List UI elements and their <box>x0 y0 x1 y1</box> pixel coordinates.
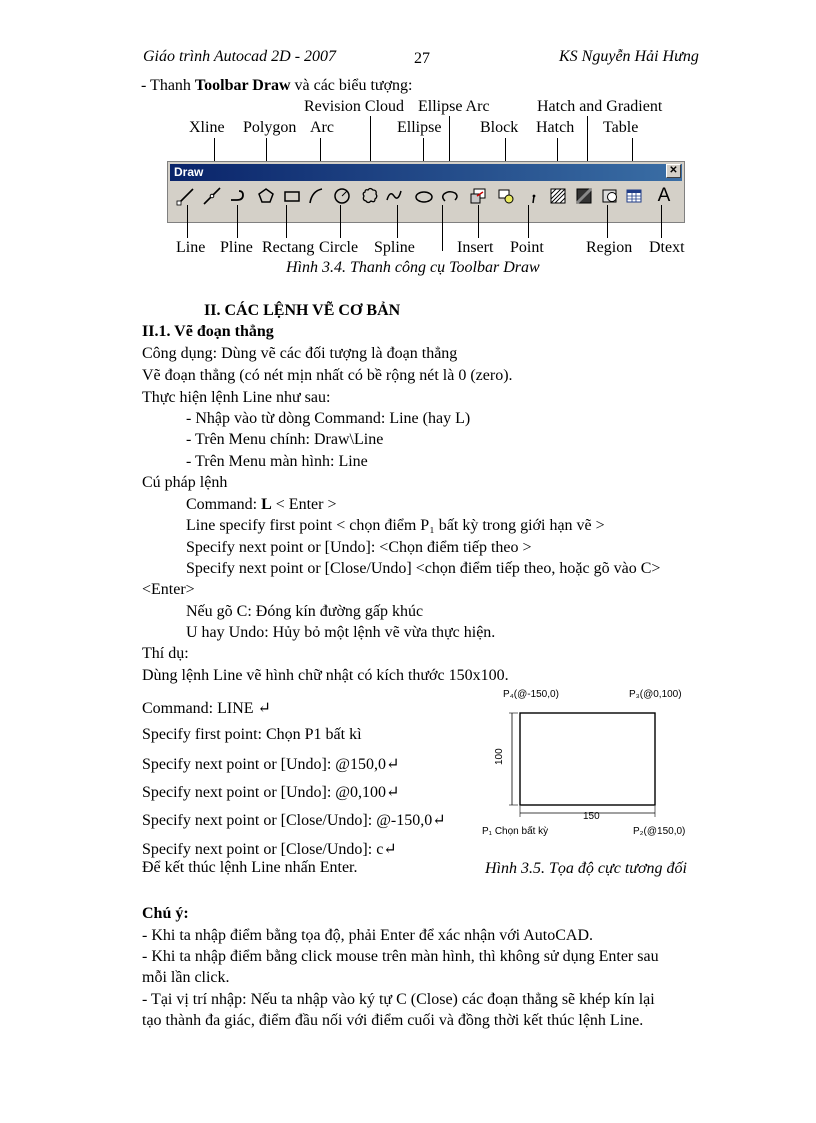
example-line: Để kết thúc lệnh Line nhấn Enter. <box>142 859 358 876</box>
note-line: - Khi ta nhập điểm bằng tọa độ, phải Enter để xác nhận với AutoCAD. <box>142 927 594 944</box>
body-line: Vẽ đoạn thẳng (có nét mịn nhất có bề rộng nét là 0 (zero). <box>142 367 513 384</box>
label-rectang: Rectang <box>262 239 315 256</box>
arc-icon[interactable] <box>306 186 326 206</box>
rectangle-icon[interactable] <box>282 186 302 206</box>
label-dtext: Dtext <box>649 239 685 256</box>
line-icon[interactable] <box>176 186 196 206</box>
section-title: II. CÁC LỆNH VẼ CƠ BẢN <box>204 302 401 319</box>
label-region: Region <box>586 239 633 256</box>
body-line: Specify next point or [Undo]: <Chọn điểm tiếp theo > <box>186 539 532 556</box>
close-icon[interactable]: ✕ <box>666 164 681 178</box>
toolbar-title: Draw <box>174 165 204 179</box>
leader-line <box>528 205 529 238</box>
body-line: Specify next point or [Close/Undo] <chọn điểm tiếp theo, hoặc gõ vào C> <box>186 560 661 577</box>
leader-line <box>397 205 398 238</box>
example-line: Specify next point or [Close/Undo]: @-150,0↵ <box>142 812 446 829</box>
leader-line <box>661 205 662 238</box>
note-line: tạo thành đa giác, điểm đầu nối với điểm cuối và đồng thời kết thúc lệnh Line. <box>142 1012 644 1029</box>
leader-line <box>607 205 608 238</box>
body-line: <Enter> <box>142 581 195 598</box>
label-ellipse: Ellipse <box>397 119 442 136</box>
label-table: Table <box>603 119 639 136</box>
label-dim-width: 150 <box>583 811 600 822</box>
header-left: Giáo trình Autocad 2D - 2007 <box>143 48 337 65</box>
note-line: - Tại vị trí nhập: Nếu ta nhập vào ký tự C (Close) các đoạn thẳng sẽ khép kín lại <box>142 991 655 1008</box>
label-pline: Pline <box>220 239 253 256</box>
note-title: Chú ý: <box>142 905 189 922</box>
label-p1: P₁ Chọn bất kỳ <box>482 826 549 837</box>
circle-icon[interactable] <box>332 186 352 206</box>
example-line: Specify next point or [Undo]: @150,0↵ <box>142 756 400 773</box>
body-line: Nếu gõ C: Đóng kín đường gấp khúc <box>186 603 424 620</box>
body-line: - Trên Menu màn hình: Line <box>186 453 368 470</box>
subsection-title: II.1. Vẽ đoạn thẳng <box>142 323 274 340</box>
header-right: KS Nguyễn Hải Hưng <box>559 48 699 65</box>
xline-icon[interactable] <box>202 186 222 206</box>
label-circle: Circle <box>319 239 359 256</box>
body-line: Cú pháp lệnh <box>142 474 228 491</box>
leader-line <box>340 205 341 238</box>
polygon-icon[interactable] <box>256 186 276 206</box>
label-point: Point <box>510 239 544 256</box>
label-ellipse-arc: Ellipse Arc <box>418 98 490 115</box>
example-line: Specify next point or [Close/Undo]: c↵ <box>142 841 397 858</box>
label-p2: P₂(@150,0) <box>633 826 686 837</box>
point-icon[interactable] <box>524 186 544 206</box>
leader-line <box>237 205 238 238</box>
figure-caption-3-4: Hình 3.4. Thanh công cụ Toolbar Draw <box>286 259 540 276</box>
label-hatch-gradient: Hatch and Gradient <box>537 98 663 115</box>
note-line: mỗi lần click. <box>142 969 230 986</box>
example-line: Specify first point: Chọn P1 bất kì <box>142 726 362 743</box>
intro-line: - Thanh Toolbar Draw và các biểu tượng: <box>141 77 413 94</box>
region-icon[interactable] <box>600 186 620 206</box>
label-dim-height: 100 <box>494 748 505 765</box>
example-line: Command: LINE ↵ <box>142 700 271 717</box>
label-block: Block <box>480 119 519 136</box>
ellipse-icon[interactable] <box>414 186 434 206</box>
pline-icon[interactable] <box>228 186 248 206</box>
label-p4: P₄(@-150,0) <box>503 689 559 700</box>
label-insert: Insert <box>457 239 494 256</box>
body-line: - Nhập vào từ dòng Command: Line (hay L) <box>186 410 471 427</box>
figure-rectangle <box>520 713 655 805</box>
body-line: Command: L < Enter > <box>186 496 337 513</box>
body-line: Thí dụ: <box>142 645 189 662</box>
label-p3: P₃(@0,100) <box>629 689 682 700</box>
leader-line <box>442 205 443 251</box>
label-polygon: Polygon <box>243 119 297 136</box>
label-revision-cloud: Revision Cloud <box>304 98 405 115</box>
figure-caption-3-5: Hình 3.5. Tọa độ cực tương đối <box>485 860 687 877</box>
label-arc: Arc <box>310 119 334 136</box>
toolbar-title-bar[interactable] <box>170 164 682 181</box>
rectangle-figure <box>490 705 670 820</box>
leader-line <box>286 205 287 238</box>
label-line: Line <box>176 239 206 256</box>
make-block-icon[interactable] <box>496 186 516 206</box>
ellipse-arc-icon[interactable] <box>440 186 460 206</box>
revision-cloud-icon[interactable] <box>360 186 380 206</box>
body-line: Line specify first point < chọn điểm P₁ bất kỳ trong giới hạn vẽ > <box>186 517 605 534</box>
label-xline: Xline <box>189 119 225 136</box>
gradient-icon[interactable] <box>574 186 594 206</box>
body-line: Công dụng: Dùng vẽ các đối tượng là đoạn thẳng <box>142 345 458 362</box>
label-hatch: Hatch <box>536 119 575 136</box>
leader-line <box>478 205 479 238</box>
hatch-icon[interactable] <box>548 186 568 206</box>
leader-line <box>187 205 188 238</box>
table-icon[interactable] <box>624 186 644 206</box>
spline-icon[interactable] <box>384 186 404 206</box>
example-line: Specify next point or [Undo]: @0,100↵ <box>142 784 400 801</box>
body-line: Thực hiện lệnh Line như sau: <box>142 389 331 406</box>
page-number: 27 <box>414 50 430 67</box>
insert-block-icon[interactable] <box>468 186 488 206</box>
body-line: - Trên Menu chính: Draw\Line <box>186 431 384 448</box>
note-line: - Khi ta nhập điểm bằng click mouse trên màn hình, thì không sử dụng Enter sau <box>142 948 659 965</box>
body-line: U hay Undo: Hủy bỏ một lệnh vẽ vừa thực hiện. <box>186 624 496 641</box>
label-spline: Spline <box>374 239 415 256</box>
body-line: Dùng lệnh Line vẽ hình chữ nhật có kích thước 150x100. <box>142 667 509 684</box>
multiline-text-icon[interactable]: A <box>657 185 671 206</box>
